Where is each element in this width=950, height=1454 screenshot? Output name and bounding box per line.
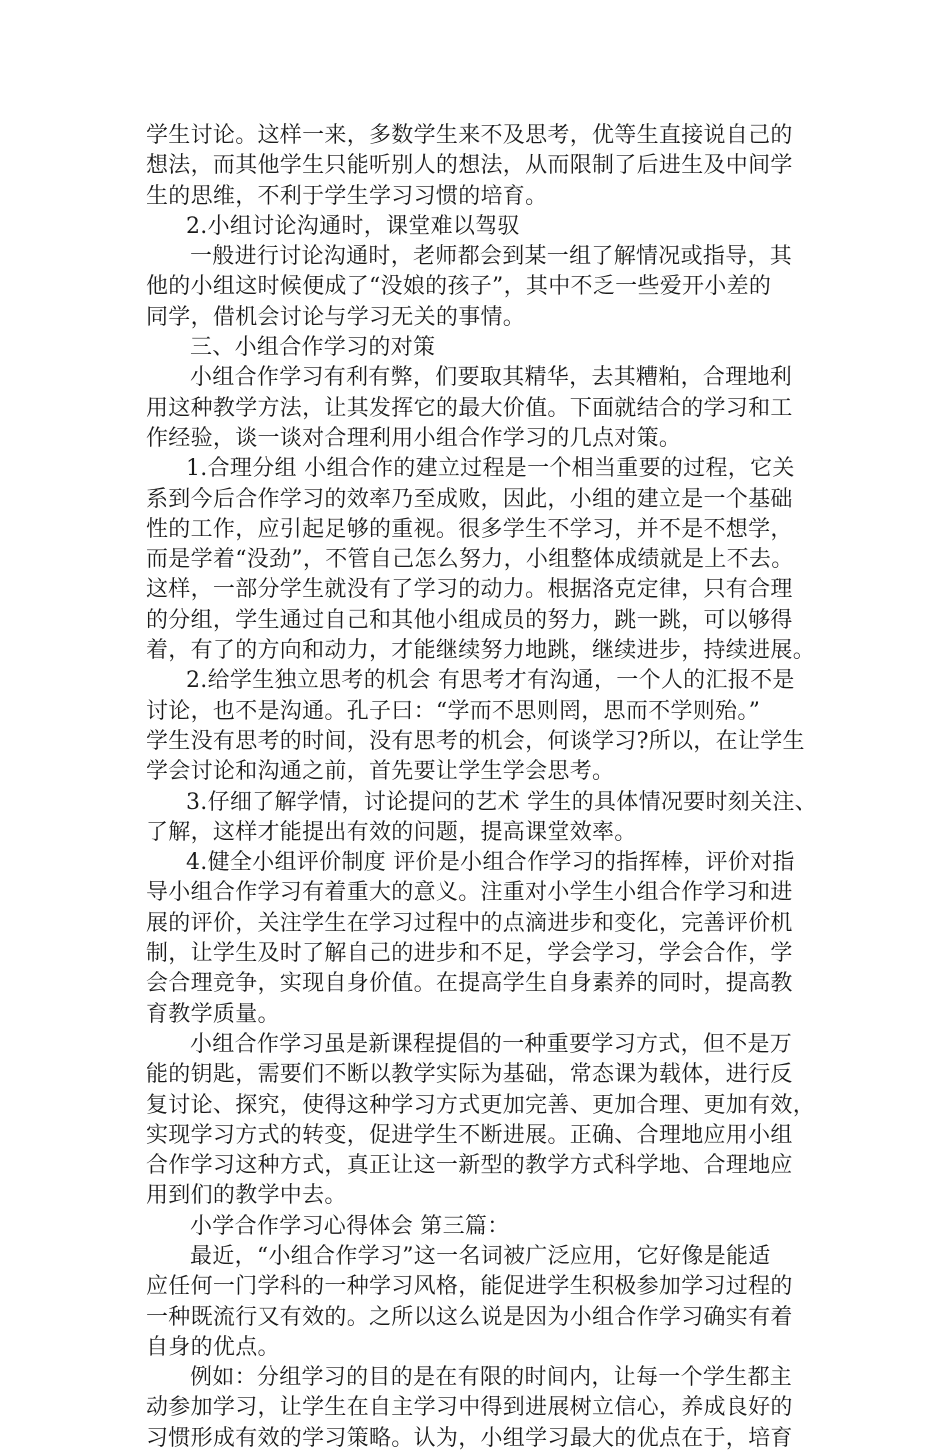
text-line: 育教学质量。 bbox=[146, 1001, 280, 1027]
text-line: 性的工作，应引起足够的重视。很多学生不学习，并不是不想学， bbox=[146, 516, 793, 542]
paragraph-start: 最近，“小组合作学习”这一名词被广泛应用，它好像是能适 bbox=[190, 1243, 771, 1269]
paragraph-start: 2.给学生独立思考的机会 有思考才有沟通，一个人的汇报不是 bbox=[186, 668, 795, 694]
text-line: 学会讨论和沟通之前，首先要让学生学会思考。 bbox=[146, 759, 615, 785]
text-line: 想法，而其他学生只能听别人的想法，从而限制了后进生及中间学 bbox=[146, 153, 793, 179]
text-line: 复讨论、探究，使得这种学习方式更加完善、更加合理、更加有效， bbox=[146, 1092, 816, 1118]
text-line: 这样，一部分学生就没有了学习的动力。根据洛克定律，只有合理 bbox=[146, 577, 793, 603]
text-line: 自身的优点。 bbox=[146, 1334, 280, 1360]
text-line: 会合理竞争，实现自身价值。在提高学生自身素养的同时，提高教 bbox=[146, 971, 793, 997]
text-line: 作经验，谈一谈对合理利用小组合作学习的几点对策。 bbox=[146, 425, 682, 451]
paragraph-start: 一般进行讨论沟通时，老师都会到某一组了解情况或指导，其 bbox=[190, 244, 793, 270]
text-line: 导小组合作学习有着重大的意义。注重对小学生小组合作学习和进 bbox=[146, 880, 793, 906]
paragraph-start: 3.仔细了解学情，讨论提问的艺术 学生的具体情况要时刻关注、 bbox=[186, 789, 817, 815]
text-line: 而是学着“没劲”，不管自己怎么努力，小组整体成绩就是上不去。 bbox=[146, 547, 794, 573]
text-line: 制，让学生及时了解自己的进步和不足，学会学习，学会合作，学 bbox=[146, 941, 793, 967]
text-line: 着，有了的方向和动力，才能继续努力地跳，继续进步，持续进展。 bbox=[146, 638, 816, 664]
document-body bbox=[146, 121, 818, 1454]
text-line: 能的钥匙，需要们不断以教学实际为基础，常态课为载体，进行反 bbox=[146, 1062, 793, 1088]
section-heading: 小学合作学习心得体会 第三篇： bbox=[190, 1213, 510, 1239]
text-line: 用这种教学方法，让其发挥它的最大价值。下面就结合的学习和工 bbox=[146, 395, 793, 421]
text-line: 展的评价，关注学生在学习过程中的点滴进步和变化，完善评价机 bbox=[146, 910, 793, 936]
text-line: 同学，借机会讨论与学习无关的事情。 bbox=[146, 304, 526, 330]
paragraph-start: 例如：分组学习的目的是在有限的时间内，让每一个学生都主 bbox=[190, 1365, 793, 1391]
text-line: 了解，这样才能提出有效的问题，提高课堂效率。 bbox=[146, 819, 637, 845]
text-line: 用到们的教学中去。 bbox=[146, 1183, 347, 1209]
subheading: 2.小组讨论沟通时，课堂难以驾驭 bbox=[186, 213, 520, 239]
text-line: 生的思维，不利于学生学习习惯的培育。 bbox=[146, 183, 548, 209]
text-line: 学生讨论。这样一来，多数学生来不及思考，优等生直接说自己的 bbox=[146, 123, 793, 148]
paragraph-start: 小组合作学习虽是新课程提倡的一种重要学习方式，但不是万 bbox=[190, 1031, 793, 1057]
text-line: 系到今后合作学习的效率乃至成败，因此，小组的建立是一个基础 bbox=[146, 486, 793, 512]
paragraph-start: 1.合理分组 小组合作的建立过程是一个相当重要的过程，它关 bbox=[186, 456, 795, 482]
text-line: 一种既流行又有效的。之所以这么说是因为小组合作学习确实有着 bbox=[146, 1304, 793, 1330]
section-heading: 三、小组合作学习的对策 bbox=[190, 335, 436, 361]
text-line: 的分组，学生通过自己和其他小组成员的努力，跳一跳，可以够得 bbox=[146, 607, 793, 633]
paragraph-start: 4.健全小组评价制度 评价是小组合作学习的指挥棒，评价对指 bbox=[186, 850, 795, 876]
text-line: 他的小组这时候便成了“没娘的孩子”，其中不乏一些爱开小差的 bbox=[146, 274, 772, 300]
text-line: 习惯形成有效的学习策略。认为，小组学习最大的优点在于，培育 bbox=[146, 1425, 793, 1451]
text-line: 实现学习方式的转变，促进学生不断进展。正确、合理地应用小组 bbox=[146, 1122, 793, 1148]
paragraph-start: 小组合作学习有利有弊，们要取其精华，去其糟粕，合理地利 bbox=[190, 365, 793, 391]
text-line: 讨论，也不是沟通。孔子曰：“学而不思则罔，思而不学则殆。” bbox=[146, 698, 761, 724]
text-line: 动参加学习，让学生在自主学习中得到进展树立信心，养成良好的 bbox=[146, 1395, 793, 1421]
text-line: 学生没有思考的时间，没有思考的机会，何谈学习?所以，在让学生 bbox=[146, 728, 805, 754]
text-line: 合作学习这种方式，真正让这一新型的教学方式科学地、合理地应 bbox=[146, 1153, 793, 1179]
text-line: 应任何一门学科的一种学习风格，能促进学生积极参加学习过程的 bbox=[146, 1274, 793, 1300]
